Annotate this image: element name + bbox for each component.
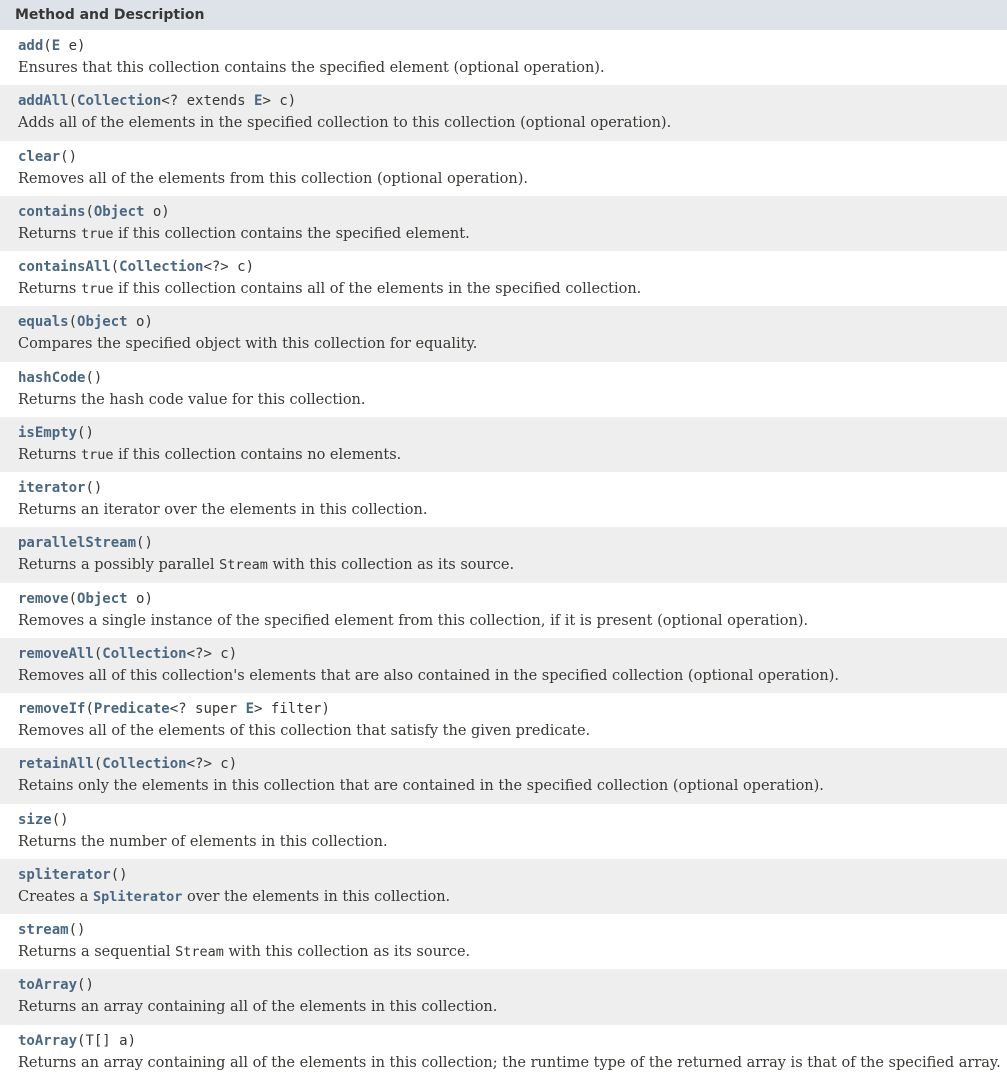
table-row	[0, 472, 1007, 527]
method-signature	[18, 1033, 1007, 1050]
method-signature	[18, 867, 1007, 884]
table-row	[0, 85, 1007, 140]
inline-code: Stream	[175, 944, 224, 960]
description-text: if this collection contains all of the elements in the specified collection.	[113, 281, 642, 297]
method-description	[18, 169, 1007, 189]
method-name-link[interactable]: removeAll	[18, 645, 94, 662]
signature-text: o)	[127, 590, 153, 607]
type-link[interactable]: Predicate	[93, 701, 170, 717]
signature-text: ()	[68, 922, 86, 938]
inline-code: true	[80, 446, 114, 463]
method-name-link[interactable]: parallelStream	[18, 535, 137, 552]
type-link[interactable]: Collection	[102, 645, 187, 662]
description-text: Returns a possibly parallel	[18, 557, 220, 574]
description-text: Adds all of the elements in the specified collection to this collection (optional operation).	[18, 115, 672, 132]
description-text: Removes all of the elements of this collection that satisfy the given predicate.	[18, 723, 591, 739]
type-link[interactable]: E	[51, 38, 61, 54]
type-link[interactable]: Object	[77, 590, 128, 607]
method-description	[18, 997, 1007, 1017]
method-signature	[18, 977, 1007, 994]
method-description	[18, 279, 1007, 299]
method-description	[18, 334, 1007, 354]
description-text: Returns an iterator over the elements in this collection.	[18, 502, 428, 518]
table-row	[0, 141, 1007, 196]
description-text: Returns	[18, 281, 81, 297]
method-name-link[interactable]: toArray	[18, 1032, 78, 1049]
method-description	[18, 390, 1007, 410]
table-row	[0, 583, 1007, 638]
signature-text: ()	[136, 535, 153, 552]
signature-text: ()	[77, 977, 94, 994]
table-row	[0, 859, 1007, 914]
inline-code: Stream	[219, 557, 268, 574]
method-description	[18, 224, 1007, 244]
signature-text: ()	[110, 866, 128, 883]
signature-text: ()	[51, 811, 69, 828]
signature-text: (	[85, 203, 94, 220]
signature-text: <?> c)	[186, 756, 238, 773]
method-description	[18, 1053, 1007, 1073]
signature-text: > filter)	[254, 701, 330, 717]
signature-text: (	[93, 645, 103, 662]
table-row	[0, 196, 1007, 251]
description-text: over the elements in this collection.	[182, 888, 451, 905]
method-name-link[interactable]: spliterator	[18, 866, 111, 883]
method-description	[18, 887, 1007, 907]
table-row	[0, 527, 1007, 582]
table-row	[0, 748, 1007, 803]
method-description	[18, 832, 1007, 852]
type-link[interactable]: Spliterator	[92, 888, 183, 905]
method-name-link[interactable]: toArray	[18, 977, 78, 994]
method-signature	[18, 425, 1007, 442]
description-text: Returns the hash code value for this collection.	[18, 391, 366, 408]
signature-text: (	[68, 93, 78, 110]
table-row	[0, 362, 1007, 417]
method-signature	[18, 535, 1007, 552]
method-signature	[18, 93, 1007, 110]
method-signature	[18, 149, 1007, 166]
method-signature	[18, 701, 1007, 718]
column-header-method-and-description: Method and Description	[15, 7, 205, 23]
method-signature	[18, 591, 1007, 608]
description-text: Removes all of this collection's elements that are also contained in the specified collection (optional operation).	[18, 667, 839, 684]
method-name-link[interactable]: add	[18, 38, 44, 54]
description-text: Creates a	[18, 888, 93, 905]
description-text: Removes all of the elements from this collection (optional operation).	[18, 170, 529, 187]
method-name-link[interactable]: isEmpty	[18, 424, 78, 441]
method-description	[18, 776, 1007, 796]
description-text: Retains only the elements in this collection that are contained in the specified collection (optional operation).	[18, 778, 824, 795]
method-name-link[interactable]: size	[18, 811, 52, 828]
method-description	[18, 500, 1007, 520]
description-text: Removes a single instance of the specified element from this collection, if it is present (optional operation).	[18, 612, 809, 629]
description-text: if this collection contains no elements.	[113, 446, 402, 463]
table-row	[0, 693, 1007, 748]
description-text: Returns	[18, 446, 81, 463]
method-name-link[interactable]: contains	[18, 203, 86, 220]
signature-text: e)	[60, 38, 86, 54]
method-signature	[18, 646, 1007, 663]
method-signature	[18, 314, 1007, 331]
method-name-link[interactable]: hashCode	[18, 369, 86, 386]
inline-code: true	[80, 225, 114, 242]
type-link[interactable]: Object	[77, 314, 128, 331]
signature-text: (	[68, 590, 78, 607]
signature-text: ()	[77, 424, 94, 441]
method-name-link[interactable]: remove	[18, 590, 69, 607]
method-description	[18, 666, 1007, 686]
method-signature	[18, 812, 1007, 829]
method-description	[18, 58, 1007, 78]
method-description	[18, 113, 1007, 133]
signature-text: (T[] a)	[77, 1032, 137, 1049]
signature-text: <?> c)	[186, 645, 238, 662]
method-description	[18, 445, 1007, 465]
method-name-link[interactable]: removeIf	[18, 701, 86, 717]
method-description	[18, 942, 1007, 962]
method-description	[18, 555, 1007, 575]
description-text: Returns a sequential	[18, 944, 176, 960]
signature-text: (	[85, 701, 94, 717]
description-text: Returns an array containing all of the elements in this collection.	[18, 999, 498, 1016]
method-summary-header	[0, 0, 1007, 30]
table-row	[0, 306, 1007, 361]
description-text: Compares the specified object with this collection for equality.	[18, 336, 478, 353]
table-row	[0, 417, 1007, 472]
description-text: if this collection contains the specified element.	[113, 225, 470, 242]
method-signature	[18, 922, 1007, 939]
method-description	[18, 611, 1007, 631]
type-link[interactable]: Collection	[77, 93, 162, 110]
type-link[interactable]: Collection	[102, 756, 187, 773]
description-text: Returns an array containing all of the elements in this collection; the runtime type of the returned array is that of the specified array.	[18, 1054, 1001, 1071]
description-text: with this collection as its source.	[223, 944, 471, 960]
method-name-link[interactable]: clear	[18, 148, 61, 165]
table-row	[0, 804, 1007, 859]
table-row	[0, 969, 1007, 1024]
method-name-link[interactable]: addAll	[18, 93, 69, 110]
method-signature	[18, 756, 1007, 773]
table-row	[0, 914, 1007, 969]
signature-text: o)	[144, 203, 170, 220]
signature-text: <? extends	[161, 93, 255, 110]
signature-text: (	[68, 314, 78, 331]
method-description	[18, 721, 1007, 741]
type-link[interactable]: E	[245, 701, 255, 717]
method-signature	[18, 480, 1007, 497]
table-row	[0, 251, 1007, 306]
method-name-link[interactable]: equals	[18, 314, 69, 331]
method-signature	[18, 259, 1007, 276]
method-name-link[interactable]: containsAll	[18, 259, 111, 275]
signature-text: (	[93, 756, 103, 773]
method-signature	[18, 204, 1007, 221]
signature-text: ()	[60, 148, 78, 165]
signature-text: (	[110, 259, 120, 275]
table-row	[0, 638, 1007, 693]
signature-text: ()	[85, 480, 103, 496]
method-name-link[interactable]: retainAll	[18, 756, 94, 773]
type-link[interactable]: Collection	[119, 259, 204, 275]
description-text: Ensures that this collection contains the specified element (optional operation).	[18, 60, 605, 76]
method-signature	[18, 370, 1007, 387]
signature-text: > c)	[262, 93, 297, 110]
type-link[interactable]: Object	[93, 203, 145, 220]
table-row	[0, 30, 1007, 85]
signature-text: <? super	[169, 701, 246, 717]
method-name-link[interactable]: iterator	[18, 480, 86, 496]
type-link[interactable]: E	[254, 93, 263, 110]
description-text: Returns the number of elements in this collection.	[18, 833, 388, 850]
table-row	[0, 1025, 1007, 1079]
signature-text: <?> c)	[203, 259, 255, 275]
method-name-link[interactable]: stream	[18, 922, 69, 938]
description-text: with this collection as its source.	[267, 557, 515, 574]
method-signature	[18, 38, 1007, 55]
signature-text: o)	[127, 314, 153, 331]
inline-code: true	[80, 281, 114, 297]
signature-text: (	[43, 38, 52, 54]
description-text: Returns	[18, 225, 81, 242]
method-summary-rows	[0, 30, 1007, 1079]
signature-text: ()	[85, 369, 103, 386]
